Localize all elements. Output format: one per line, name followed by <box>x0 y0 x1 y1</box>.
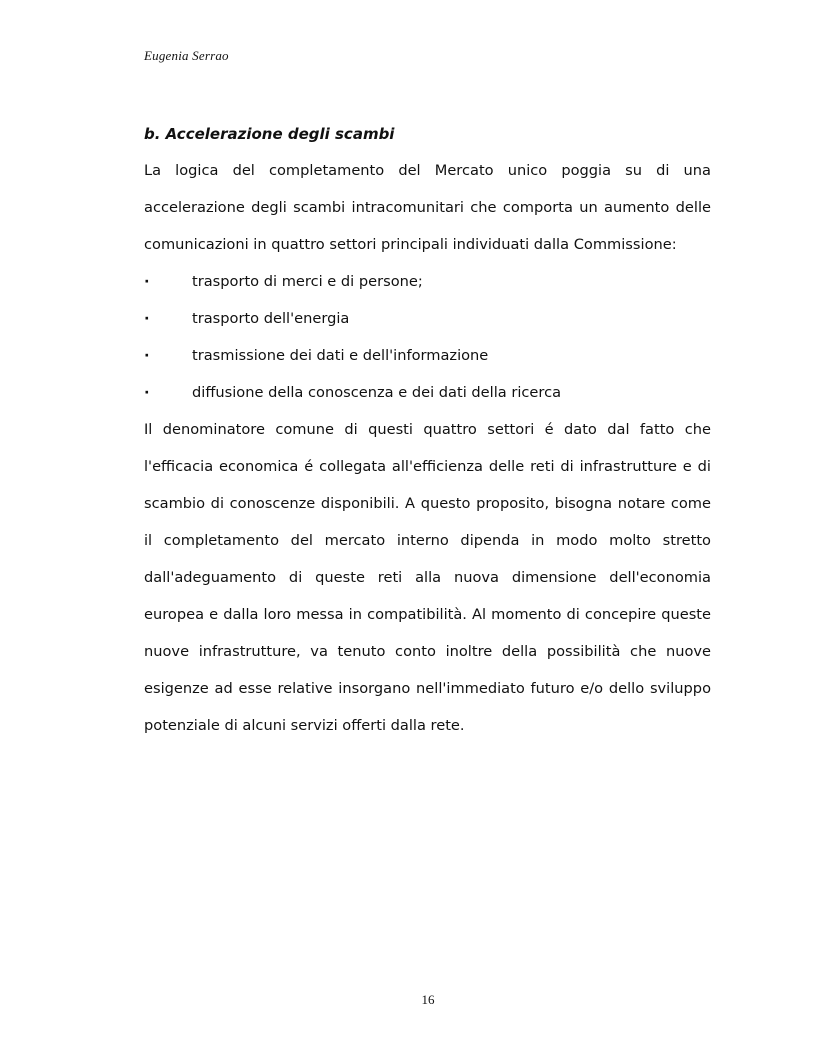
list-item-text: trasmissione dei dati e dell'informazione <box>192 347 489 364</box>
running-header-author: Eugenia Serrao <box>144 48 229 63</box>
sectors-list <box>144 263 711 411</box>
list-item <box>144 263 711 300</box>
intro-paragraph: La logica del completamento del Mercato unico poggia su di una accelerazione degli scambi intracomunitari che comporta un aumento delle comunicazioni in quattro settori principali individuati dalla Commissione: <box>144 162 711 253</box>
list-item <box>144 300 711 337</box>
list-item <box>144 374 711 411</box>
list-item <box>144 337 711 374</box>
bullet-icon: · <box>144 273 150 290</box>
page-number: 16 <box>421 992 435 1007</box>
section-heading: b. Accelerazione degli scambi <box>144 125 395 143</box>
bullet-icon: · <box>144 347 150 364</box>
bullet-icon: · <box>144 310 150 327</box>
body-paragraph: Il denominatore comune di questi quattro settori é dato dal fatto che l'efficacia economica é collegata all'efficienza delle reti di infrastrutture e di scambio di conoscenze disponibili. A questo proposito, bisogna notare come il completamento del mercato interno dipenda in modo molto stretto dall'adeguamento di queste reti alla nuova dimensione dell'economia europea e dalla loro messa in compatibilità. Al momento di concepire queste nuove infrastrutture, va tenuto conto inoltre della possibilità che nuove esigenze ad esse relative insorgano nell'immediato futuro e/o dello sviluppo potenziale di alcuni servizi offerti dalla rete. <box>144 421 711 734</box>
list-item-text: trasporto dell'energia <box>192 310 350 327</box>
bullet-icon: · <box>144 384 150 401</box>
list-item-text: trasporto di merci e di persone; <box>192 273 423 290</box>
page-content <box>144 120 711 744</box>
list-item-text: diffusione della conoscenza e dei dati della ricerca <box>192 384 562 401</box>
